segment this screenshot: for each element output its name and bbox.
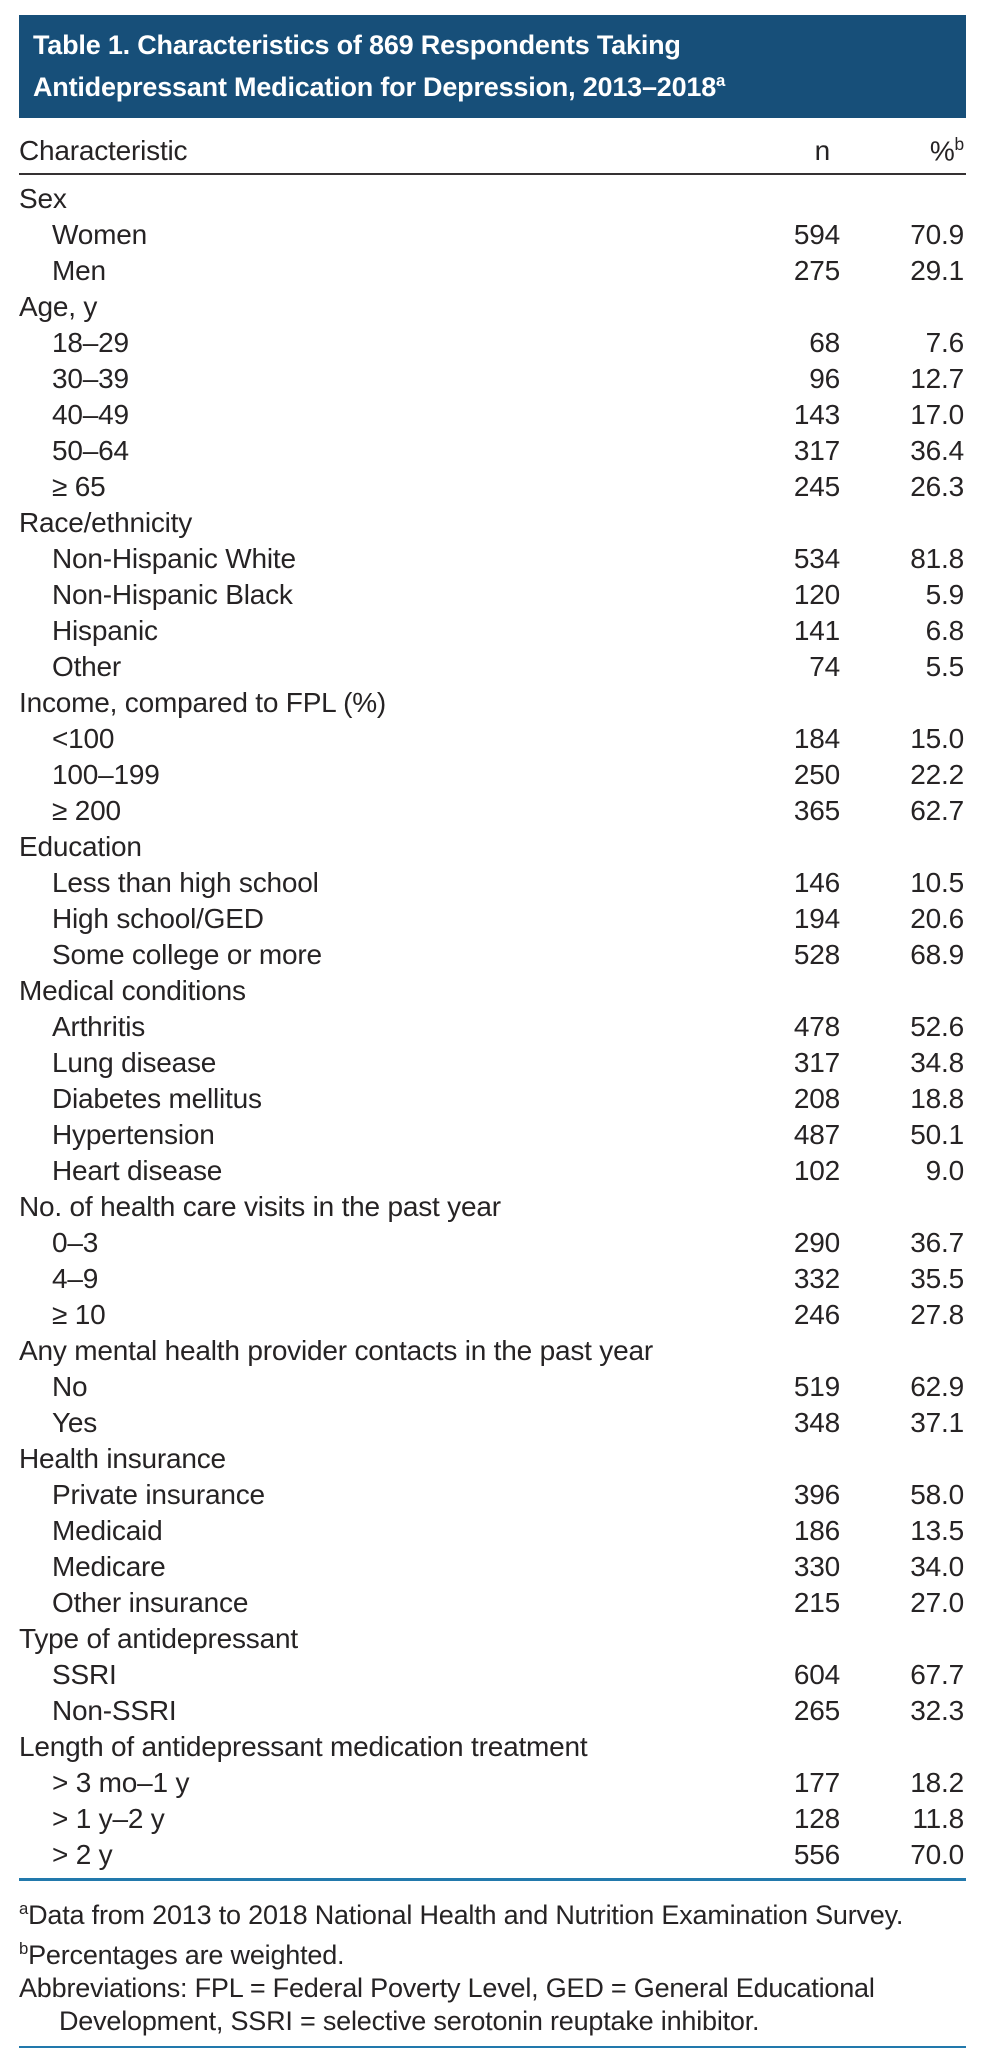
row-n-value [722, 1333, 844, 1369]
row-percent-value: 5.9 [925, 579, 964, 611]
row-label: Yes [52, 1407, 98, 1439]
row-label: Medical conditions [19, 975, 246, 1007]
column-header-n: n [814, 135, 830, 167]
column-header-row [19, 128, 966, 167]
row-label: High school/GED [52, 903, 264, 935]
row-label: Women [52, 219, 147, 251]
table-row [19, 253, 966, 289]
table-row [19, 325, 966, 361]
table-row [19, 973, 966, 1009]
row-percent-value: 7.6 [925, 327, 964, 359]
row-percent-value [844, 181, 966, 217]
row-n-value: 194 [793, 903, 840, 935]
row-n-value: 246 [793, 1299, 840, 1331]
row-percent-value: 36.4 [910, 435, 964, 467]
row-percent-value: 13.5 [910, 1515, 964, 1547]
row-label: Type of antidepressant [19, 1623, 298, 1655]
row-label: SSRI [52, 1659, 117, 1691]
row-n-value: 146 [793, 867, 840, 899]
row-percent-value: 50.1 [910, 1119, 964, 1151]
table-row [19, 1009, 966, 1045]
row-label: No [52, 1371, 88, 1403]
row-label: Income, compared to FPL (%) [19, 687, 387, 719]
row-label: Diabetes mellitus [52, 1083, 262, 1115]
row-label: > 1 y–2 y [52, 1803, 165, 1835]
row-label: 4–9 [52, 1263, 99, 1295]
table-row [19, 1297, 966, 1333]
table-row [19, 1657, 966, 1693]
row-label: ≥ 10 [52, 1299, 106, 1331]
column-header-characteristic: Characteristic [19, 135, 188, 167]
row-label: Sex [19, 183, 67, 215]
row-n-value: 68 [809, 327, 840, 359]
row-percent-value: 18.2 [910, 1767, 964, 1799]
row-label: Heart disease [52, 1155, 223, 1187]
row-label: No. of health care visits in the past year [19, 1191, 501, 1223]
row-percent-value: 22.2 [910, 759, 964, 791]
table-row [19, 1549, 966, 1585]
row-label: Medicare [52, 1551, 166, 1583]
footnote-line: $^b$Percentages are weighted. [19, 1939, 345, 1971]
row-n-value: 487 [793, 1119, 840, 1151]
table-row [19, 505, 966, 541]
table-row [19, 613, 966, 649]
table-row [19, 937, 966, 973]
table-row [19, 1261, 966, 1297]
row-percent-value [844, 1441, 966, 1477]
table-row [19, 685, 966, 721]
table-row [19, 1081, 966, 1117]
table-row [19, 1225, 966, 1261]
table-row [19, 217, 966, 253]
row-percent-value [844, 1621, 966, 1657]
row-n-value: 215 [793, 1587, 840, 1619]
footnote-line: Abbreviations: FPL = Federal Poverty Level, GED = General Educational Development, SSRI = selective serotonin reuptake inhibitor. [19, 1973, 875, 2037]
row-n-value: 245 [793, 471, 840, 503]
row-label: Education [19, 831, 142, 863]
row-percent-value: 6.8 [925, 615, 964, 647]
table-row [19, 361, 966, 397]
row-n-value: 208 [793, 1083, 840, 1115]
table-content [19, 15, 966, 2048]
row-label: Medicaid [52, 1515, 163, 1547]
row-percent-value [844, 1333, 966, 1369]
row-label: > 3 mo–1 y [52, 1767, 190, 1799]
row-n-value [722, 1189, 844, 1225]
row-percent-value: 68.9 [910, 939, 964, 971]
row-label: Other insurance [52, 1587, 249, 1619]
row-label: Age, y [19, 291, 98, 323]
row-label: Private insurance [52, 1479, 265, 1511]
row-n-value: 74 [809, 651, 840, 683]
row-label: Health insurance [19, 1443, 226, 1475]
row-n-value: 141 [793, 615, 840, 647]
table-row [19, 1405, 966, 1441]
table-row [19, 469, 966, 505]
row-percent-value: 67.7 [910, 1659, 964, 1691]
row-n-value: 330 [793, 1551, 840, 1583]
row-label: Non-Hispanic White [52, 543, 296, 575]
row-label: Men [52, 255, 106, 287]
row-percent-value: 15.0 [910, 723, 964, 755]
row-n-value [722, 829, 844, 865]
column-header-percent: %$^b$ [929, 134, 964, 167]
table-body [19, 181, 966, 1873]
table-row [19, 541, 966, 577]
row-n-value [722, 1441, 844, 1477]
table-row [19, 901, 966, 937]
row-percent-value: 34.0 [910, 1551, 964, 1583]
row-label: Any mental health provider contacts in the past year [19, 1335, 653, 1367]
row-label: Non-Hispanic Black [52, 579, 293, 611]
row-n-value: 534 [793, 543, 840, 575]
table-row [19, 1045, 966, 1081]
row-n-value: 556 [793, 1839, 840, 1871]
row-n-value: 348 [793, 1407, 840, 1439]
table-row [19, 181, 966, 217]
table-row [19, 1585, 966, 1621]
table-row [19, 829, 966, 865]
row-label: 18–29 [52, 327, 129, 359]
table-row [19, 1441, 966, 1477]
row-label: 30–39 [52, 363, 129, 395]
table-row [19, 1477, 966, 1513]
footnotes-block [19, 1892, 966, 2038]
row-percent-value: 70.9 [910, 219, 964, 251]
row-percent-value: 20.6 [910, 903, 964, 935]
table-row [19, 1369, 966, 1405]
row-n-value [722, 289, 844, 325]
row-n-value: 594 [793, 219, 840, 251]
row-percent-value: 62.9 [910, 1371, 964, 1403]
row-n-value: 186 [793, 1515, 840, 1547]
table-row [19, 433, 966, 469]
row-percent-value: 9.0 [925, 1155, 964, 1187]
row-n-value: 275 [793, 255, 840, 287]
row-percent-value: 5.5 [925, 651, 964, 683]
row-n-value: 290 [793, 1227, 840, 1259]
row-percent-value: 36.7 [910, 1227, 964, 1259]
row-percent-value: 58.0 [910, 1479, 964, 1511]
table-row [19, 1801, 966, 1837]
row-n-value: 396 [793, 1479, 840, 1511]
row-label: Race/ethnicity [19, 507, 193, 539]
row-n-value: 332 [793, 1263, 840, 1295]
row-label: <100 [52, 723, 115, 755]
row-percent-value [844, 829, 966, 865]
row-percent-value: 27.0 [910, 1587, 964, 1619]
table-row [19, 1333, 966, 1369]
row-percent-value [844, 1729, 966, 1765]
row-n-value: 143 [793, 399, 840, 431]
row-label: Hispanic [52, 615, 158, 647]
table-row [19, 1837, 966, 1873]
row-label: Some college or more [52, 939, 322, 971]
footnote-line: $^a$Data from 2013 to 2018 National Health and Nutrition Examination Survey. [19, 1899, 904, 1931]
row-percent-value [844, 1189, 966, 1225]
table-row [19, 577, 966, 613]
row-percent-value: 52.6 [910, 1011, 964, 1043]
header-divider-rule [19, 173, 966, 175]
row-percent-value: 81.8 [910, 543, 964, 575]
row-percent-value [844, 973, 966, 1009]
row-label: Hypertension [52, 1119, 215, 1151]
table-row [19, 1513, 966, 1549]
row-n-value: 184 [793, 723, 840, 755]
row-percent-value: 35.5 [910, 1263, 964, 1295]
row-n-value: 96 [809, 363, 840, 395]
table-row [19, 397, 966, 433]
row-percent-value: 37.1 [910, 1407, 964, 1439]
row-n-value: 265 [793, 1695, 840, 1727]
row-label: 50–64 [52, 435, 129, 467]
table-row [19, 1729, 966, 1765]
row-label: ≥ 200 [52, 795, 121, 827]
table-row [19, 289, 966, 325]
row-percent-value: 32.3 [910, 1695, 964, 1727]
table-title-line-2: Antidepressant Medication for Depression, 2013–2018$^a$ [33, 71, 726, 102]
row-label: Less than high school [52, 867, 319, 899]
footnote-marker: b [19, 1939, 29, 1959]
row-n-value [722, 685, 844, 721]
row-n-value: 519 [793, 1371, 840, 1403]
row-n-value: 365 [793, 795, 840, 827]
title-footnote-marker: a [716, 71, 726, 90]
table-row [19, 865, 966, 901]
row-label: 40–49 [52, 399, 129, 431]
row-percent-value [844, 289, 966, 325]
table-row [19, 1693, 966, 1729]
row-n-value: 120 [793, 579, 840, 611]
row-n-value: 102 [793, 1155, 840, 1187]
row-percent-value: 17.0 [910, 399, 964, 431]
row-percent-value: 10.5 [910, 867, 964, 899]
row-n-value: 604 [793, 1659, 840, 1691]
row-n-value: 317 [793, 1047, 840, 1079]
table-row [19, 649, 966, 685]
row-n-value [722, 181, 844, 217]
row-percent-value: 29.1 [910, 255, 964, 287]
table-row [19, 793, 966, 829]
row-percent-value: 34.8 [910, 1047, 964, 1079]
row-label: 0–3 [52, 1227, 99, 1259]
table-row [19, 1189, 966, 1225]
row-percent-value: 11.8 [912, 1803, 964, 1835]
row-n-value: 317 [793, 435, 840, 467]
row-n-value [722, 1729, 844, 1765]
row-label: Other [52, 651, 122, 683]
table-row [19, 1765, 966, 1801]
table-row [19, 1621, 966, 1657]
row-n-value [722, 973, 844, 1009]
footnote-marker: a [19, 1899, 29, 1919]
row-n-value [722, 1621, 844, 1657]
table-row [19, 757, 966, 793]
table-row [19, 721, 966, 757]
row-percent-value: 70.0 [910, 1839, 964, 1871]
row-n-value: 478 [793, 1011, 840, 1043]
row-n-value: 128 [793, 1803, 840, 1835]
row-label: Lung disease [52, 1047, 217, 1079]
table-title-line-1: Table 1. Characteristics of 869 Respondents Taking [33, 30, 681, 60]
row-label: ≥ 65 [52, 471, 106, 503]
row-label: 100–199 [52, 759, 160, 791]
row-percent-value: 18.8 [910, 1083, 964, 1115]
table-title-bar [19, 15, 966, 118]
row-percent-value [844, 505, 966, 541]
table-row [19, 1117, 966, 1153]
row-n-value: 250 [793, 759, 840, 791]
table-bottom-rule [19, 1878, 966, 1881]
row-n-value: 528 [793, 939, 840, 971]
row-percent-value: 12.7 [910, 363, 964, 395]
row-label: > 2 y [52, 1839, 113, 1871]
row-percent-value [844, 685, 966, 721]
row-label: Length of antidepressant medication treatment [19, 1731, 588, 1763]
row-n-value [722, 505, 844, 541]
row-label: Arthritis [52, 1011, 146, 1043]
percent-footnote-marker: b [954, 134, 964, 154]
row-n-value: 177 [793, 1767, 840, 1799]
row-percent-value: 27.8 [910, 1299, 964, 1331]
table-row [19, 1153, 966, 1189]
row-percent-value: 26.3 [910, 471, 964, 503]
row-percent-value: 62.7 [910, 795, 964, 827]
row-label: Non-SSRI [52, 1695, 177, 1727]
